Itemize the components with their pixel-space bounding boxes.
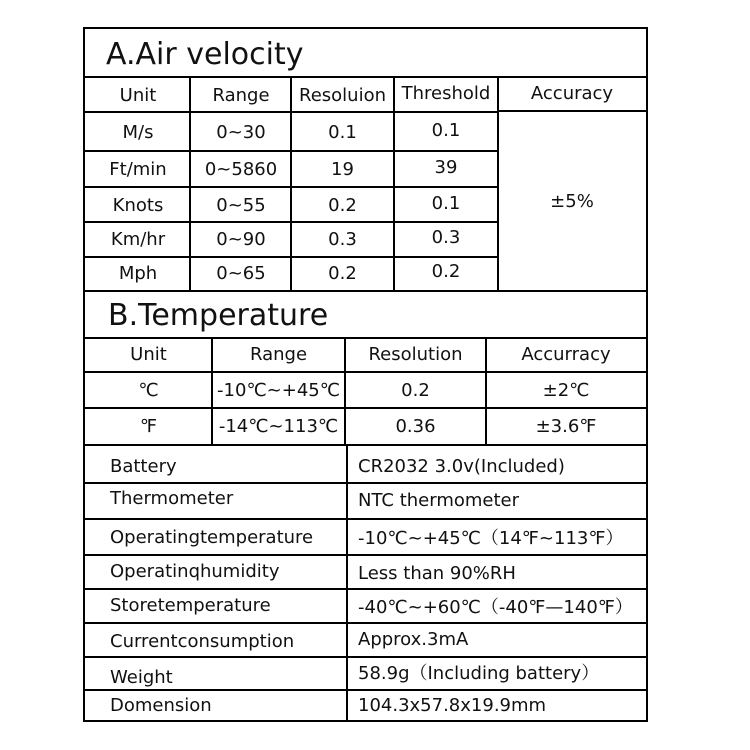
spec-label: Domension <box>110 694 212 716</box>
divider <box>290 76 292 292</box>
spec-label: Currentconsumption <box>110 630 295 652</box>
section-a-title: A.Air velocity <box>106 36 304 72</box>
divider <box>393 76 395 292</box>
divider <box>83 518 648 520</box>
divider <box>485 337 487 446</box>
divider <box>83 554 648 556</box>
row-range: 0~90 <box>216 228 266 250</box>
header-range: Range <box>212 84 270 106</box>
row-range: 0~30 <box>216 121 266 143</box>
border-left <box>83 27 85 722</box>
spec-value: Less than 90%RH <box>358 562 516 584</box>
spec-label: Weight <box>110 666 173 688</box>
row-unit: Km/hr <box>110 228 166 250</box>
row-unit: ℃ <box>138 379 159 401</box>
row-threshold: 0.3 <box>431 226 461 248</box>
border-right <box>646 27 648 722</box>
spec-value: 58.9g（Including battery） <box>358 663 600 684</box>
spec-label: Thermometer <box>110 487 234 509</box>
border-bottom <box>83 720 648 722</box>
spec-label: Storetemperature <box>110 594 271 616</box>
spec-value: -40℃~+60℃（-40℉—140℉） <box>358 597 633 618</box>
spec-value: -10℃~+45℃（14℉~113℉） <box>358 528 624 549</box>
divider <box>83 656 648 658</box>
header-resolution: Resoluion <box>299 84 386 106</box>
divider <box>83 689 648 691</box>
divider <box>211 337 213 446</box>
divider <box>344 337 346 446</box>
header-unit: Unit <box>130 344 167 365</box>
spec-label: Operatingtemperature <box>110 526 314 548</box>
divider <box>498 110 648 112</box>
row-accuracy: ±3.6℉ <box>535 415 597 437</box>
row-unit: Ft/min <box>109 158 167 180</box>
accuracy-value: ±5% <box>550 190 594 212</box>
row-unit: M/s <box>122 121 154 143</box>
header-accuracy: Accurracy <box>521 344 611 365</box>
spec-value: 104.3x57.8x19.9mm <box>358 694 547 716</box>
row-threshold: 0.1 <box>431 192 461 214</box>
row-resolution: 19 <box>331 158 354 180</box>
row-resolution: 0.2 <box>401 379 430 401</box>
header-range: Range <box>249 344 308 365</box>
row-resolution: 0.3 <box>328 228 357 250</box>
spec-label: Operatinqhumidity <box>110 560 280 582</box>
divider <box>189 76 191 292</box>
spec-value: Approx.3mA <box>358 628 469 650</box>
row-threshold: 39 <box>434 156 458 178</box>
row-resolution: 0.2 <box>328 262 357 284</box>
border-top <box>83 27 648 29</box>
header-resolution: Resolution <box>368 344 463 365</box>
row-range: -10℃~+45℃ <box>217 379 340 401</box>
divider <box>346 444 348 722</box>
divider <box>83 588 648 590</box>
header-unit: Unit <box>119 84 157 106</box>
row-resolution: 0.1 <box>328 121 357 143</box>
divider <box>497 76 499 292</box>
row-unit: ℉ <box>139 415 158 437</box>
spec-value: NTC thermometer <box>358 489 520 511</box>
header-threshold: Threshold <box>401 82 491 104</box>
row-range: 0~55 <box>216 194 266 216</box>
divider <box>83 76 648 78</box>
row-unit: Knots <box>112 194 164 216</box>
divider <box>83 337 648 339</box>
section-b-title: B.Temperature <box>108 297 329 333</box>
divider <box>83 482 648 484</box>
divider <box>83 371 648 373</box>
row-range: 0~65 <box>216 262 266 284</box>
row-range: -14℃~113℃ <box>218 415 339 437</box>
row-threshold: 0.2 <box>431 260 461 282</box>
row-accuracy: ±2℃ <box>542 379 590 401</box>
row-range: 0~5860 <box>204 158 278 180</box>
divider <box>83 444 648 446</box>
row-resolution: 0.2 <box>328 194 357 216</box>
divider <box>83 290 648 292</box>
spec-value: CR2032 3.0v(Included) <box>358 455 565 477</box>
divider <box>83 622 648 624</box>
row-resolution: 0.36 <box>395 415 436 437</box>
row-unit: Mph <box>118 262 158 284</box>
header-accuracy: Accuracy <box>530 82 614 104</box>
row-threshold: 0.1 <box>431 119 461 141</box>
divider <box>83 407 648 409</box>
spec-label: Battery <box>110 455 177 477</box>
